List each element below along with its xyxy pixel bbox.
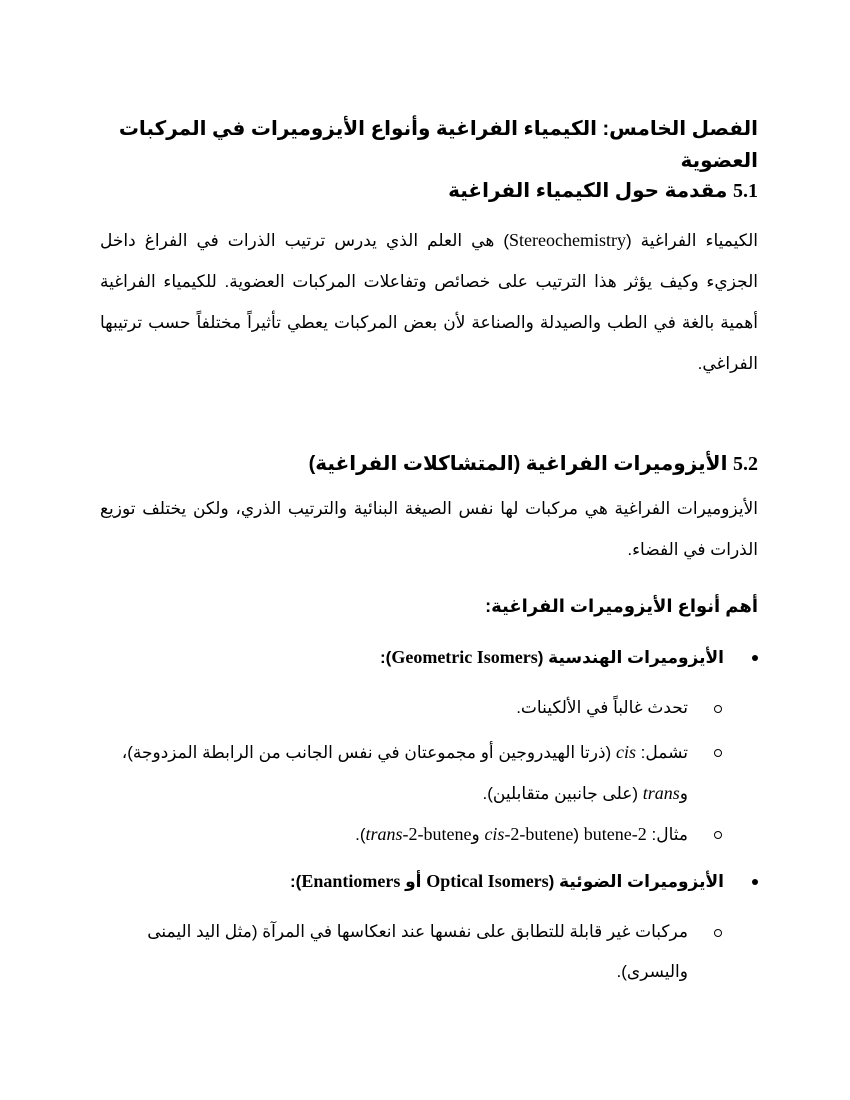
- text-part: مثال:: [646, 825, 688, 844]
- label-english: Optical Isomers: [426, 871, 549, 891]
- sub-item-text: [90, 732, 688, 814]
- text-part: و: [471, 825, 485, 844]
- intro-text-rest: ) هي العلم الذي يدرس ترتيب الذرات في الفراغ داخل الجزيء وكيف يؤثر هذا الترتيب على خصائص وتفاعلات المركبات العضوية. للكيمياء الفراغية أهمية بالغة في الطب والصيدلة والصناعة لأن بعض المركبات يعطي تأثيراً مختلفاً حسب ترتيبها الفراغي.: [100, 231, 758, 373]
- text-part: تشمل:: [635, 743, 688, 762]
- label-end: ):: [290, 872, 302, 891]
- sub-item-text: [90, 814, 688, 855]
- sub-item-text: مركبات غير قابلة للتطابق على نفسها عند انعكاسها في المرآة (مثل اليد اليمنى واليسرى).: [147, 922, 688, 981]
- stereoisomers-paragraph: الأيزوميرات الفراغية هي مركبات لها نفس الصيغة البنائية والترتيب الذري، ولكن يختلف توزيع الذرات في الفضاء.: [100, 499, 758, 559]
- circle-bullet-icon: [714, 929, 722, 937]
- text-part: ).: [355, 825, 366, 844]
- bullet-geometric-isomers: [90, 642, 758, 673]
- sub-item-cis-trans: [90, 732, 722, 814]
- section-title: مقدمة حول الكيمياء الفراغية: [448, 180, 728, 202]
- intro-paragraph: [100, 220, 758, 384]
- section-number: 5.1: [733, 180, 758, 202]
- cis-term: cis: [484, 824, 505, 844]
- trans-term: trans: [365, 824, 403, 844]
- text-part: (: [573, 825, 584, 844]
- bullet-optical-isomers: [90, 866, 758, 897]
- trans-term: trans: [642, 783, 680, 803]
- stereochemistry-term: Stereochemistry: [509, 230, 626, 250]
- section-number: 5.2: [733, 453, 758, 475]
- sub-item-example: [90, 814, 722, 855]
- label-arabic: الأيزوميرات الضوئية (: [548, 872, 724, 891]
- label-english: Geometric Isomers: [391, 647, 538, 667]
- bullet-text: [90, 866, 724, 897]
- bullet-icon: [752, 655, 758, 661]
- sub-item-mirror: [90, 912, 722, 992]
- circle-bullet-icon: [714, 831, 722, 839]
- circle-bullet-icon: [714, 705, 722, 713]
- label-or: أو: [400, 872, 427, 891]
- label-end: ):: [380, 648, 392, 667]
- text-part: (ذرتا الهيدروجين أو مجموعتان في نفس الجانب من الرابطة المزدوجة)، و: [121, 743, 688, 803]
- types-heading: أهم أنواع الأيزوميرات الفراغية:: [485, 596, 758, 616]
- circle-bullet-icon: [714, 749, 722, 757]
- label-english: Enantiomers: [301, 871, 401, 891]
- example-trans: -2-butene: [402, 824, 472, 844]
- sub-item-text: تحدث غالباً في الألكينات.: [516, 698, 688, 717]
- intro-text-start: الكيمياء الفراغية (: [625, 231, 758, 250]
- section-heading-5-1: [90, 175, 758, 207]
- section-heading-5-2: [90, 448, 758, 480]
- chapter-title: الفصل الخامس: الكيمياء الفراغية وأنواع الأيزوميرات في المركبات العضوية: [118, 118, 758, 172]
- example-cis: -2-butene: [504, 824, 574, 844]
- section-title: الأيزوميرات الفراغية (المتشاكلات الفراغية): [308, 453, 728, 475]
- cis-term: cis: [615, 742, 636, 762]
- label-arabic: الأيزوميرات الهندسية (: [537, 648, 724, 667]
- example-base: butene-2: [583, 824, 647, 844]
- sub-item-alkenes: [90, 688, 722, 728]
- bullet-text: [90, 642, 724, 673]
- bullet-icon: [752, 879, 758, 885]
- text-part: (على جانبين متقابلين).: [482, 784, 643, 803]
